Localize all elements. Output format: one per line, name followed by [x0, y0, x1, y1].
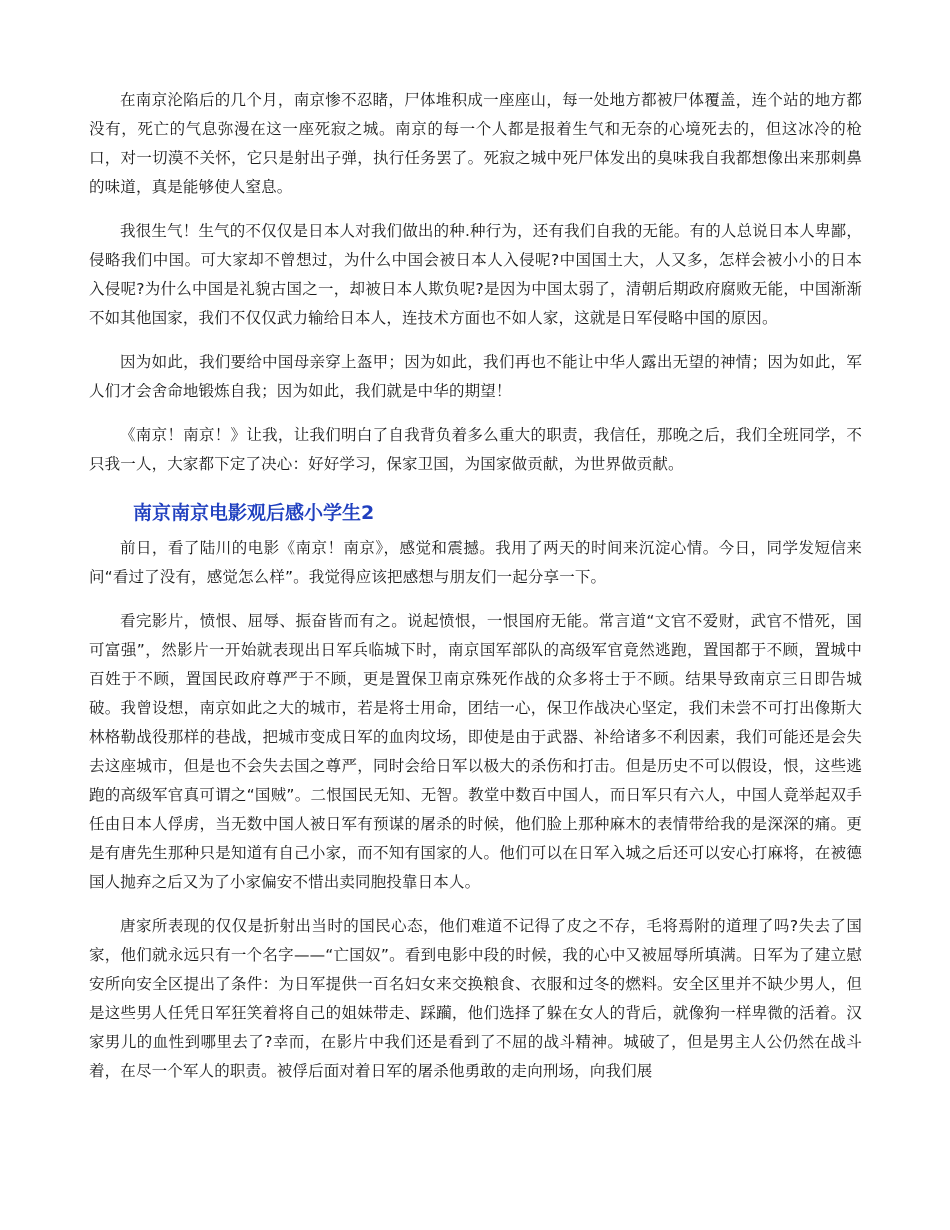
paragraph-3: 因为如此，我们要给中国母亲穿上盔甲；因为如此，我们再也不能让中华人露出无望的神情；因为如此，军人们才会舍命地锻炼自我；因为如此，我们就是中华的期望！	[89, 353, 862, 400]
paragraph-1: 在南京沦陷后的几个月，南京惨不忍睹，尸体堆积成一座座山，每一处地方都被尸体覆盖，连个站的地方都没有，死亡的气息弥漫在这一座死寂之城。南京的每一个人都是报着生气和无奈的心境死去的，但这冰冷的枪口，对一切漠不关怀，它只是射出子弹，执行任务罢了。死寂之城中死尸体发出的臭味我自我都想像出来那刺鼻的味道，真是能够使人窒息。	[89, 91, 862, 196]
paragraph-4: 《南京！南京！》让我，让我们明白了自我背负着多么重大的职责，我信任，那晚之后，我们全班同学，不只我一人，大家都下定了决心：好好学习，保家卫国，为国家做贡献，为世界做贡献。	[89, 426, 862, 473]
section-heading: 南京南京电影观后感小学生2	[133, 502, 375, 524]
paragraph-7: 唐家所表现的仅仅是折射出当时的国民心态，他们难道不记得了皮之不存，毛将焉附的道理了吗?失去了国家，他们就永远只有一个名字——“亡国奴”。看到电影中段的时候，我的心中又被屈辱所填满。日军为了建立慰安所向安全区提出了条件：为日军提供一百名妇女来交换粮食、衣服和过冬的燃料。安全区里并不缺少男人，但是这些男人任凭日军狂笑着将自己的姐妹带走、踩躏，他们选择了躲在女人的背后，就像狗一样卑微的活着。汉家男儿的血性到哪里去了?幸而，在影片中我们还是看到了不屈的战斗精神。城破了，但是男主人公仍然在战斗着，在尽一个军人的职责。被俘后面对着日军的屠杀他勇敢的走向刑场，向我们展	[89, 917, 862, 1080]
paragraph-2: 我很生气！生气的不仅仅是日本人对我们做出的种.种行为，还有我们自我的无能。有的人总说日本人卑鄙，侵略我们中国。可大家却不曾想过，为什么中国会被日本人入侵呢?中国国土大，人又多，怎样会被小小的日本入侵呢?为什么中国是礼貌古国之一，却被日本人欺负呢?是因为中国太弱了，清朝后期政府腐败无能，中国渐渐不如其他国家，我们不仅仅武力输给日本人，连技术方面也不如人家，这就是日军侵略中国的原因。	[89, 222, 862, 327]
paragraph-5: 前日，看了陆川的电影《南京！南京》，感觉和震撼。我用了两天的时间来沉淀心情。今日，同学发短信来问“看过了没有，感觉怎么样”。我觉得应该把感想与朋友们一起分享一下。	[89, 539, 862, 586]
document-body	[89, 86, 862, 1101]
paragraph-6: 看完影片，愤恨、屈辱、振奋皆而有之。说起愤恨，一恨国府无能。常言道“文官不爱财，武官不惜死，国可富强”，然影片一开始就表现出日军兵临城下时，南京国军部队的高级军官竟然逃跑，置国都于不顾，置城中百姓于不顾，置国民政府尊严于不顾，更是置保卫南京殊死作战的众多将士于不顾。结果导致南京三日即告城破。我曾设想，南京如此之大的城市，若是将士用命，团结一心，保卫作战决心坚定，我们未尝不可打出像斯大林格勒战役那样的巷战，把城市变成日军的血肉坟场，即使是由于武器、补给诸多不利因素，我们可能还是会失去这座城市，但是也不会失去国之尊严，同时会给日军以极大的杀伤和打击。但是历史不可以假设，恨，这些逃跑的高级军官真可谓之“国贼”。二恨国民无知、无智。教堂中数百中国人，而日军只有六人，中国人竟举起双手任由日本人俘虏，当无数中国人被日军有预谋的屠杀的时候，他们脸上那种麻木的表情带给我的是深深的痛。更是有唐先生那种只是知道有自己小家，而不知有国家的人。他们可以在日军入城之后还可以安心打麻将，在被德国人抛弃之后又为了小家偏安不惜出卖同胞投靠日本人。	[89, 612, 862, 891]
